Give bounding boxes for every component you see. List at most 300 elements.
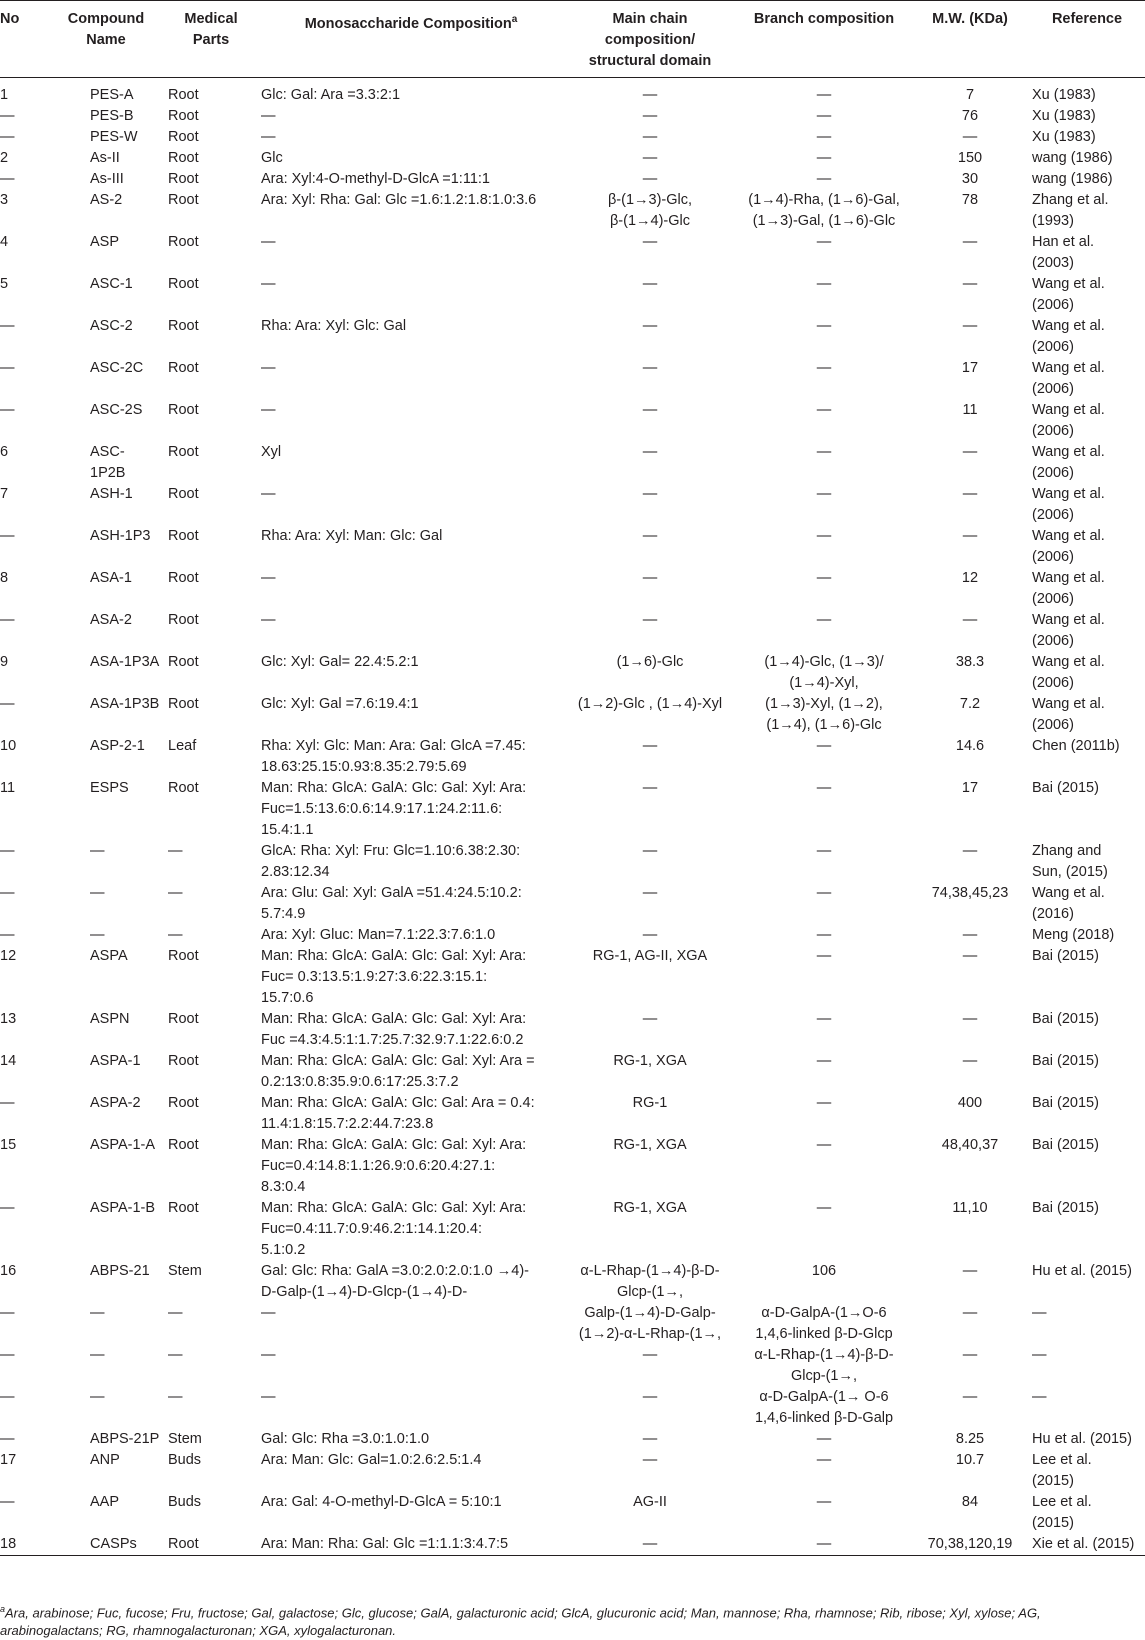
cell-molecular-weight: 74,38,45,23 — [931, 885, 1009, 901]
cell-molecular-weight: — — [962, 234, 978, 250]
cell-compound-name: PES-W — [90, 129, 138, 145]
table-row — [0, 1492, 1145, 1534]
cell-compound-name: ASP-2-1 — [90, 738, 145, 754]
cell-compound-name: ASPA-1 — [90, 1053, 141, 1069]
cell-reference: Hu et al. (2015) — [1032, 1431, 1132, 1447]
header-molecular-weight: M.W. (KDa) — [911, 1, 1029, 78]
cell-compound-name: ASC-2C — [90, 360, 144, 376]
cell-branch-composition: — — [816, 486, 832, 502]
cell-reference: Xie et al. (2015) — [1032, 1536, 1135, 1552]
header-no: No — [0, 1, 49, 78]
cell-monosaccharide-composition: Ara: Xyl: Rha: Gal: Glc =1.6:1.2:1.8:1.0:3.6 — [261, 192, 537, 208]
cell-branch-composition: — — [816, 360, 832, 376]
cell-monosaccharide-composition: — — [261, 570, 276, 586]
cell-main-chain: — — [642, 360, 658, 376]
table-row — [0, 778, 1145, 841]
cell-no: 16 — [0, 1263, 17, 1279]
cell-no: 18 — [0, 1536, 17, 1552]
cell-medical-parts: Root — [168, 528, 199, 544]
cell-medical-parts: Stem — [168, 1263, 202, 1279]
cell-no: 12 — [0, 948, 17, 964]
table-row — [0, 736, 1145, 778]
cell-reference: Bai (2015) — [1032, 948, 1099, 964]
cell-branch-composition: — — [816, 1137, 832, 1153]
cell-no: 6 — [0, 444, 9, 460]
cell-main-chain: — — [642, 612, 658, 628]
cell-medical-parts: Root — [168, 276, 199, 292]
cell-compound-name: — — [90, 843, 105, 859]
table-row — [0, 1093, 1145, 1135]
cell-reference: Xu (1983) — [1032, 129, 1096, 145]
cell-reference: Wang et al. (2006) — [1032, 612, 1105, 649]
cell-main-chain: — — [642, 885, 658, 901]
cell-reference: — — [1032, 1389, 1047, 1405]
cell-branch-composition: — — [816, 1452, 832, 1468]
cell-compound-name: ASH-1P3 — [90, 528, 151, 544]
cell-monosaccharide-composition: Man: Rha: GlcA: GalA: Glc: Gal: Xyl: Ara: Fuc=0.4:14.8:1.1:26.9:0.6:20.4:27.1: 8.3:0.4 — [261, 1137, 527, 1195]
cell-medical-parts: — — [168, 1389, 183, 1405]
cell-monosaccharide-composition: Man: Rha: GlcA: GalA: Glc: Gal: Xyl: Ara: Fuc =4.3:4.5:1:1.7:25.7:32.9:7.1:22.6:0.2 — [261, 1011, 527, 1048]
cell-reference: Bai (2015) — [1032, 1137, 1099, 1153]
cell-no: — — [0, 612, 15, 628]
cell-compound-name: — — [90, 1347, 105, 1363]
table-row — [0, 1450, 1145, 1492]
cell-molecular-weight: 12 — [961, 570, 979, 586]
cell-monosaccharide-composition: — — [261, 402, 276, 418]
cell-reference: Bai (2015) — [1032, 1011, 1099, 1027]
cell-reference: Meng (2018) — [1032, 927, 1115, 943]
cell-reference: — — [1032, 1347, 1047, 1363]
table-row — [0, 190, 1145, 232]
cell-no: 13 — [0, 1011, 17, 1027]
cell-monosaccharide-composition: Man: Rha: GlcA: GalA: Glc: Gal: Xyl: Ara: Fuc=0.4:11.7:0.9:46.2:1:14.1:20.4: 5.1:0.2 — [261, 1200, 527, 1258]
cell-branch-composition: — — [816, 1200, 832, 1216]
cell-monosaccharide-composition: Man: Rha: GlcA: GalA: Glc: Gal: Xyl: Ara = 0.2:13:0.8:35.9:0.6:17:25.3:7.2 — [261, 1053, 535, 1090]
cell-branch-composition: — — [816, 276, 832, 292]
table-row — [0, 78, 1145, 107]
cell-main-chain: RG-1, XGA — [613, 1200, 687, 1216]
cell-medical-parts: Root — [168, 1095, 199, 1111]
cell-compound-name: ASC-1P2B — [90, 444, 126, 481]
cell-monosaccharide-composition: Glc: Gal: Ara =3.3:2:1 — [261, 87, 401, 103]
cell-main-chain: RG-1, XGA — [613, 1137, 687, 1153]
cell-reference: Xu (1983) — [1032, 87, 1096, 103]
cell-no: — — [0, 171, 15, 187]
cell-main-chain: — — [642, 1452, 658, 1468]
cell-medical-parts: — — [168, 1305, 183, 1321]
cell-medical-parts: — — [168, 843, 183, 859]
cell-main-chain: — — [642, 150, 658, 166]
cell-branch-composition: — — [816, 843, 832, 859]
cell-reference: Lee et al. (2015) — [1032, 1452, 1092, 1489]
cell-branch-composition: — — [816, 927, 832, 943]
cell-main-chain: — — [642, 444, 658, 460]
table-row — [0, 1387, 1145, 1429]
cell-compound-name: ASPA-1-A — [90, 1137, 156, 1153]
table-row — [0, 652, 1145, 694]
cell-molecular-weight: — — [962, 1389, 978, 1405]
cell-monosaccharide-composition: Glc: Xyl: Gal= 22.4:5.2:1 — [261, 654, 419, 670]
cell-reference: Wang et al. (2006) — [1032, 318, 1105, 355]
cell-reference: Bai (2015) — [1032, 1053, 1099, 1069]
cell-reference: Wang et al. (2006) — [1032, 570, 1105, 607]
table-row — [0, 1009, 1145, 1051]
cell-medical-parts: Root — [168, 612, 199, 628]
cell-compound-name: As-II — [90, 150, 120, 166]
table-row — [0, 694, 1145, 736]
cell-medical-parts: Root — [168, 444, 199, 460]
table-row — [0, 883, 1145, 925]
cell-reference: Han et al. (2003) — [1032, 234, 1095, 271]
cell-branch-composition: — — [816, 444, 832, 460]
footnote-text: Ara, arabinose; Fuc, fucose; Fru, fructose; Gal, galactose; Glc, glucose; GalA, galacturonic acid; GlcA, glucuronic acid; Man, mannose; Rha, rhamnose; Rib, ribose; Xyl, xylose; AG, arabinogalactans; RG, rhamnogalacturonan; XGA, xylogalacturonan. — [0, 1605, 1041, 1639]
cell-main-chain: Galp-(1→4)-D-Galp- (1→2)-α-L-Rhap-(1→, — [578, 1305, 722, 1342]
header-monosaccharide-composition — [259, 1, 563, 78]
header-compound-name: Compound Name — [49, 1, 163, 78]
cell-monosaccharide-composition: — — [261, 108, 276, 124]
cell-molecular-weight: — — [962, 1347, 978, 1363]
cell-reference: Xu (1983) — [1032, 108, 1096, 124]
cell-no: — — [0, 843, 15, 859]
cell-branch-composition: — — [816, 1011, 832, 1027]
cell-no: 9 — [0, 654, 9, 670]
cell-molecular-weight: — — [962, 528, 978, 544]
cell-no: — — [0, 528, 15, 544]
cell-branch-composition: α-D-GalpA-(1→ O-6 1,4,6-linked β-D-Galp — [754, 1389, 894, 1426]
cell-compound-name: ASC-2 — [90, 318, 133, 334]
cell-molecular-weight: 11,10 — [952, 1200, 988, 1216]
cell-reference: Wang et al. (2006) — [1032, 486, 1105, 523]
cell-molecular-weight: 17 — [961, 360, 979, 376]
cell-monosaccharide-composition: Man: Rha: GlcA: GalA: Glc: Gal: Xyl: Ara: Fuc=1.5:13.6:0.6:14.9:17.1:24.2:11.6: 15.4:1.1 — [261, 780, 527, 838]
cell-compound-name: ABPS-21 — [90, 1263, 150, 1279]
table-row — [0, 442, 1145, 484]
cell-no: — — [0, 927, 15, 943]
cell-main-chain: — — [642, 1347, 658, 1363]
cell-main-chain: — — [642, 528, 658, 544]
cell-branch-composition: — — [816, 570, 832, 586]
cell-reference: Bai (2015) — [1032, 1095, 1099, 1111]
header-reference: Reference — [1029, 1, 1145, 78]
cell-no: — — [0, 1305, 15, 1321]
cell-no: 5 — [0, 276, 9, 292]
cell-branch-composition: — — [816, 1494, 832, 1510]
table-row — [0, 1303, 1145, 1345]
cell-reference: Bai (2015) — [1032, 780, 1099, 796]
cell-no: — — [0, 1347, 15, 1363]
cell-compound-name: ASPA — [90, 948, 128, 964]
table-row — [0, 1261, 1145, 1303]
cell-medical-parts: Buds — [168, 1494, 202, 1510]
table-row — [0, 106, 1145, 127]
footnote-marker: a — [0, 1604, 6, 1614]
cell-monosaccharide-composition: — — [261, 276, 276, 292]
cell-medical-parts: Stem — [168, 1431, 202, 1447]
cell-compound-name: AS-2 — [90, 192, 123, 208]
cell-main-chain: — — [642, 276, 658, 292]
cell-medical-parts: Leaf — [168, 738, 197, 754]
cell-medical-parts: Root — [168, 1536, 199, 1552]
cell-medical-parts: — — [168, 1347, 183, 1363]
header-main-chain: Main chain composition/ structural domain — [563, 1, 737, 78]
cell-no: — — [0, 1095, 15, 1111]
cell-branch-composition: — — [816, 108, 832, 124]
cell-main-chain: — — [642, 927, 658, 943]
table-row — [0, 1345, 1145, 1387]
cell-main-chain: — — [642, 1536, 658, 1552]
cell-main-chain: — — [642, 570, 658, 586]
cell-compound-name: ASA-1P3A — [90, 654, 160, 670]
cell-branch-composition: — — [816, 402, 832, 418]
cell-main-chain: α-L-Rhap-(1→4)-β-D- Glcp-(1→, — [580, 1263, 720, 1300]
cell-medical-parts: Root — [168, 1200, 199, 1216]
cell-main-chain: (1→6)-Glc — [616, 654, 684, 670]
table-row — [0, 610, 1145, 652]
cell-compound-name: ASC-1 — [90, 276, 133, 292]
table-row — [0, 148, 1145, 169]
cell-no: — — [0, 696, 15, 712]
cell-monosaccharide-composition: Man: Rha: GlcA: GalA: Glc: Gal: Ara = 0.4: 11.4:1.8:15.7:2.2:44.7:23.8 — [261, 1095, 535, 1132]
cell-main-chain: — — [642, 318, 658, 334]
cell-branch-composition: α-D-GalpA-(1→O-6 1,4,6-linked β-D-Glcp — [755, 1305, 893, 1342]
cell-monosaccharide-composition: Rha: Ara: Xyl: Man: Glc: Gal — [261, 528, 443, 544]
cell-reference: Wang et al. (2006) — [1032, 276, 1105, 313]
cell-reference: Zhang and Sun, (2015) — [1032, 843, 1108, 880]
cell-reference: Wang et al. (2006) — [1032, 402, 1105, 439]
cell-branch-composition: — — [816, 171, 832, 187]
cell-medical-parts: Root — [168, 318, 199, 334]
cell-branch-composition: — — [816, 234, 832, 250]
cell-main-chain: — — [642, 87, 658, 103]
cell-reference: Zhang et al. (1993) — [1032, 192, 1109, 229]
cell-branch-composition: — — [816, 1536, 832, 1552]
cell-molecular-weight: 7 — [965, 87, 975, 103]
cell-no: 17 — [0, 1452, 17, 1468]
cell-monosaccharide-composition: Glc: Xyl: Gal =7.6:19.4:1 — [261, 696, 419, 712]
cell-monosaccharide-composition: Ara: Man: Rha: Gal: Glc =1:1.1:3:4.7:5 — [261, 1536, 509, 1552]
cell-medical-parts: Root — [168, 150, 199, 166]
cell-main-chain: β-(1→3)-Glc, β-(1→4)-Glc — [607, 192, 693, 229]
cell-monosaccharide-composition: Rha: Xyl: Glc: Man: Ara: Gal: GlcA =7.45: 18.63:25.15:0.93:8.35:2.79:5.69 — [261, 738, 526, 775]
cell-branch-composition: — — [816, 948, 832, 964]
table-footnote — [0, 1600, 1145, 1640]
table-row — [0, 1429, 1145, 1450]
cell-medical-parts: Root — [168, 87, 199, 103]
cell-branch-composition: — — [816, 87, 832, 103]
cell-medical-parts: Root — [168, 402, 199, 418]
header-monosaccharide-label: Monosaccharide Composition — [304, 15, 512, 32]
cell-medical-parts: Root — [168, 1053, 199, 1069]
table-row — [0, 1534, 1145, 1556]
cell-medical-parts: — — [168, 927, 183, 943]
table-row — [0, 568, 1145, 610]
cell-main-chain: — — [642, 843, 658, 859]
cell-compound-name: ASPA-2 — [90, 1095, 141, 1111]
cell-branch-composition: — — [816, 150, 832, 166]
cell-reference: Wang et al. (2006) — [1032, 360, 1105, 397]
cell-monosaccharide-composition: Ara: Xyl:4-O-methyl-D-GlcA =1:11:1 — [261, 171, 490, 187]
cell-no: — — [0, 129, 15, 145]
cell-compound-name: ASA-2 — [90, 612, 132, 628]
cell-reference: — — [1032, 1305, 1047, 1321]
cell-compound-name: ESPS — [90, 780, 129, 796]
header-branch-composition: Branch composition — [737, 1, 911, 78]
cell-compound-name: PES-B — [90, 108, 134, 124]
cell-monosaccharide-composition: Ara: Glu: Gal: Xyl: GalA =51.4:24.5:10.2: 5.7:4.9 — [261, 885, 522, 922]
cell-branch-composition: — — [816, 318, 832, 334]
cell-main-chain: — — [642, 1011, 658, 1027]
cell-no: 2 — [0, 150, 9, 166]
cell-monosaccharide-composition: — — [261, 1389, 276, 1405]
cell-no: 8 — [0, 570, 9, 586]
cell-molecular-weight: — — [962, 318, 978, 334]
cell-medical-parts: Root — [168, 192, 199, 208]
cell-branch-composition: — — [816, 885, 832, 901]
cell-medical-parts: Root — [168, 948, 199, 964]
cell-molecular-weight: — — [962, 1011, 978, 1027]
cell-molecular-weight: 10.7 — [955, 1452, 985, 1468]
cell-monosaccharide-composition: — — [261, 612, 276, 628]
cell-medical-parts: — — [168, 885, 183, 901]
cell-compound-name: — — [90, 927, 105, 943]
cell-molecular-weight: — — [962, 612, 978, 628]
cell-monosaccharide-composition: — — [261, 234, 276, 250]
table-body — [0, 78, 1145, 1556]
cell-monosaccharide-composition: — — [261, 1347, 276, 1363]
table-row — [0, 169, 1145, 190]
cell-medical-parts: Root — [168, 360, 199, 376]
cell-compound-name: ABPS-21P — [90, 1431, 160, 1447]
cell-branch-composition: — — [816, 1431, 832, 1447]
cell-reference: Chen (2011b) — [1032, 738, 1120, 754]
cell-branch-composition: — — [816, 1053, 832, 1069]
cell-monosaccharide-composition: — — [261, 129, 276, 145]
cell-molecular-weight: — — [962, 129, 978, 145]
cell-main-chain: (1→2)-Glc , (1→4)-Xyl — [577, 696, 723, 712]
table-row — [0, 1198, 1145, 1261]
cell-compound-name: ASA-1 — [90, 570, 132, 586]
cell-branch-composition: — — [816, 528, 832, 544]
cell-main-chain: RG-1, AG-II, XGA — [592, 948, 708, 964]
cell-compound-name: AAP — [90, 1494, 120, 1510]
cell-no: — — [0, 1389, 15, 1405]
cell-monosaccharide-composition: Glc — [261, 150, 283, 166]
cell-branch-composition: (1→4)-Glc, (1→3)/ (1→4)-Xyl, — [764, 654, 884, 691]
cell-monosaccharide-composition: GlcA: Rha: Xyl: Fru: Glc=1.10:6.38:2.30: 2.83:12.34 — [261, 843, 521, 880]
cell-no: 1 — [0, 87, 9, 103]
cell-molecular-weight: 150 — [957, 150, 983, 166]
cell-molecular-weight: 400 — [957, 1095, 983, 1111]
table-row — [0, 232, 1145, 274]
cell-no: 14 — [0, 1053, 17, 1069]
cell-no: — — [0, 1431, 15, 1447]
cell-reference: wang (1986) — [1032, 150, 1113, 166]
table-row — [0, 946, 1145, 1009]
cell-monosaccharide-composition: — — [261, 1305, 276, 1321]
table-row — [0, 841, 1145, 883]
cell-reference: Bai (2015) — [1032, 1200, 1099, 1216]
cell-branch-composition: — — [816, 129, 832, 145]
cell-main-chain: — — [642, 129, 658, 145]
cell-reference: Wang et al. (2006) — [1032, 696, 1105, 733]
table-row — [0, 127, 1145, 148]
cell-no: 10 — [0, 738, 17, 754]
cell-compound-name: ANP — [90, 1452, 120, 1468]
cell-reference: Wang et al. (2006) — [1032, 528, 1105, 565]
cell-medical-parts: Root — [168, 486, 199, 502]
table-row — [0, 274, 1145, 316]
cell-no: 3 — [0, 192, 9, 208]
cell-molecular-weight: 38.3 — [955, 654, 985, 670]
cell-medical-parts: Root — [168, 570, 199, 586]
cell-molecular-weight: 30 — [961, 171, 979, 187]
cell-no: 15 — [0, 1137, 17, 1153]
cell-no: — — [0, 108, 15, 124]
cell-branch-composition: (1→3)-Xyl, (1→2), (1→4), (1→6)-Glc — [765, 696, 883, 733]
cell-molecular-weight: — — [962, 486, 978, 502]
cell-medical-parts: Buds — [168, 1452, 202, 1468]
cell-molecular-weight: — — [962, 1263, 978, 1279]
cell-compound-name: CASPs — [90, 1536, 137, 1552]
cell-main-chain: — — [642, 780, 658, 796]
cell-monosaccharide-composition: Ara: Man: Glc: Gal=1.0:2.6:2.5:1.4 — [261, 1452, 482, 1468]
cell-no: 11 — [0, 780, 16, 796]
cell-no: — — [0, 1200, 15, 1216]
cell-molecular-weight: — — [962, 1053, 978, 1069]
table-row — [0, 1135, 1145, 1198]
cell-molecular-weight: — — [962, 276, 978, 292]
cell-main-chain: — — [642, 1431, 658, 1447]
cell-branch-composition: α-L-Rhap-(1→4)-β-D- Glcp-(1→, — [754, 1347, 894, 1384]
cell-no: — — [0, 360, 15, 376]
cell-no: — — [0, 1494, 15, 1510]
table-row — [0, 925, 1145, 946]
table-row — [0, 316, 1145, 358]
cell-molecular-weight: 70,38,120,19 — [927, 1536, 1013, 1552]
header-medical-parts: Medical Parts — [163, 1, 259, 78]
cell-medical-parts: Root — [168, 696, 199, 712]
cell-reference: wang (1986) — [1032, 171, 1113, 187]
cell-main-chain: — — [642, 234, 658, 250]
cell-medical-parts: Root — [168, 1137, 199, 1153]
cell-molecular-weight: 84 — [961, 1494, 979, 1510]
cell-molecular-weight: 78 — [961, 192, 979, 208]
cell-compound-name: ASA-1P3B — [90, 696, 160, 712]
cell-reference: Hu et al. (2015) — [1032, 1263, 1132, 1279]
cell-main-chain: — — [642, 108, 658, 124]
cell-branch-composition: 106 — [811, 1263, 837, 1279]
cell-main-chain: — — [642, 486, 658, 502]
table-row — [0, 358, 1145, 400]
cell-compound-name: — — [90, 1305, 105, 1321]
cell-medical-parts: Root — [168, 780, 199, 796]
cell-reference: Lee et al. (2015) — [1032, 1494, 1092, 1531]
cell-molecular-weight: 17 — [961, 780, 979, 796]
cell-compound-name: ASPA-1-B — [90, 1200, 156, 1216]
cell-molecular-weight: — — [962, 927, 978, 943]
cell-main-chain: RG-1, XGA — [613, 1053, 687, 1069]
cell-monosaccharide-composition: Ara: Xyl: Gluc: Man=7.1:22.3:7.6:1.0 — [261, 927, 496, 943]
table-row — [0, 400, 1145, 442]
cell-medical-parts: Root — [168, 234, 199, 250]
cell-monosaccharide-composition: Gal: Glc: Rha: GalA =3.0:2.0:2.0:1.0 →4)- D-Galp-(1→4)-D-Glcp-(1→4)-D- — [261, 1263, 529, 1300]
cell-compound-name: ASC-2S — [90, 402, 143, 418]
cell-molecular-weight: — — [962, 948, 978, 964]
cell-molecular-weight: — — [962, 843, 978, 859]
cell-no: — — [0, 885, 15, 901]
cell-main-chain: RG-1 — [632, 1095, 668, 1111]
cell-compound-name: — — [90, 885, 105, 901]
